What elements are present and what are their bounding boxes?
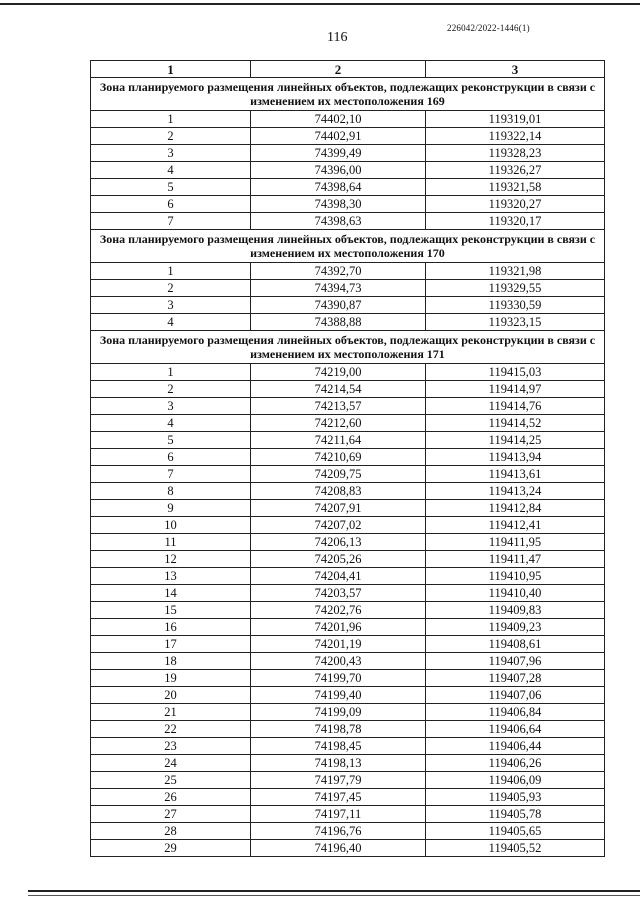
coordinate-x: 74206,13 bbox=[251, 534, 426, 551]
point-number: 11 bbox=[91, 534, 251, 551]
coordinate-y: 119322,14 bbox=[426, 128, 605, 145]
point-number: 14 bbox=[91, 585, 251, 602]
coordinate-y: 119405,78 bbox=[426, 806, 605, 823]
coordinate-x: 74210,69 bbox=[251, 449, 426, 466]
point-number: 3 bbox=[91, 145, 251, 162]
point-number: 4 bbox=[91, 314, 251, 331]
document-id: 226042/2022-1446(1) bbox=[447, 23, 530, 33]
coordinate-x: 74196,76 bbox=[251, 823, 426, 840]
zone-header-row bbox=[91, 331, 605, 364]
table-row bbox=[91, 432, 605, 449]
coordinate-x: 74197,45 bbox=[251, 789, 426, 806]
coordinate-x: 74197,11 bbox=[251, 806, 426, 823]
table-row bbox=[91, 585, 605, 602]
table-row bbox=[91, 196, 605, 213]
coordinate-x: 74208,83 bbox=[251, 483, 426, 500]
table-row bbox=[91, 602, 605, 619]
coordinate-x: 74398,30 bbox=[251, 196, 426, 213]
coordinate-y: 119330,59 bbox=[426, 297, 605, 314]
table-row bbox=[91, 280, 605, 297]
coordinate-x: 74207,02 bbox=[251, 517, 426, 534]
point-number: 27 bbox=[91, 806, 251, 823]
table-row bbox=[91, 534, 605, 551]
coordinate-y: 119414,97 bbox=[426, 381, 605, 398]
column-header: 3 bbox=[426, 61, 605, 78]
coordinate-x: 74402,10 bbox=[251, 111, 426, 128]
coordinate-y: 119413,24 bbox=[426, 483, 605, 500]
table-row bbox=[91, 789, 605, 806]
point-number: 3 bbox=[91, 398, 251, 415]
point-number: 5 bbox=[91, 179, 251, 196]
coordinate-x: 74211,64 bbox=[251, 432, 426, 449]
coordinate-y: 119407,06 bbox=[426, 687, 605, 704]
zone-title: Зона планируемого размещения линейных объектов, подлежащих реконструкции в связи с изменением их местоположения 171 bbox=[91, 331, 605, 364]
coordinate-y: 119405,65 bbox=[426, 823, 605, 840]
coordinate-x: 74399,49 bbox=[251, 145, 426, 162]
coordinate-x: 74204,41 bbox=[251, 568, 426, 585]
coordinate-y: 119414,25 bbox=[426, 432, 605, 449]
coordinate-x: 74388,88 bbox=[251, 314, 426, 331]
coordinate-x: 74207,91 bbox=[251, 500, 426, 517]
coordinate-x: 74209,75 bbox=[251, 466, 426, 483]
point-number: 17 bbox=[91, 636, 251, 653]
coordinate-x: 74201,96 bbox=[251, 619, 426, 636]
coordinate-y: 119412,41 bbox=[426, 517, 605, 534]
point-number: 2 bbox=[91, 381, 251, 398]
table-row bbox=[91, 721, 605, 738]
coordinate-y: 119414,52 bbox=[426, 415, 605, 432]
point-number: 25 bbox=[91, 772, 251, 789]
coordinate-x: 74198,78 bbox=[251, 721, 426, 738]
point-number: 1 bbox=[91, 263, 251, 280]
point-number: 18 bbox=[91, 653, 251, 670]
table-row bbox=[91, 466, 605, 483]
point-number: 20 bbox=[91, 687, 251, 704]
point-number: 6 bbox=[91, 196, 251, 213]
coordinate-y: 119412,84 bbox=[426, 500, 605, 517]
point-number: 1 bbox=[91, 111, 251, 128]
table-row bbox=[91, 179, 605, 196]
table-row bbox=[91, 297, 605, 314]
coordinate-y: 119321,58 bbox=[426, 179, 605, 196]
coordinate-y: 119405,93 bbox=[426, 789, 605, 806]
coordinate-y: 119409,83 bbox=[426, 602, 605, 619]
coordinate-y: 119406,44 bbox=[426, 738, 605, 755]
coordinate-y: 119406,64 bbox=[426, 721, 605, 738]
zone-title: Зона планируемого размещения линейных объектов, подлежащих реконструкции в связи с изменением их местоположения 170 bbox=[91, 230, 605, 263]
table-row bbox=[91, 823, 605, 840]
table-row bbox=[91, 687, 605, 704]
coordinate-x: 74398,63 bbox=[251, 213, 426, 230]
coordinate-x: 74212,60 bbox=[251, 415, 426, 432]
zone-header-row bbox=[91, 78, 605, 111]
table-row bbox=[91, 111, 605, 128]
table-row bbox=[91, 449, 605, 466]
bottom-rule bbox=[28, 890, 640, 892]
coordinate-x: 74396,00 bbox=[251, 162, 426, 179]
coordinate-y: 119320,27 bbox=[426, 196, 605, 213]
point-number: 21 bbox=[91, 704, 251, 721]
coordinate-y: 119328,23 bbox=[426, 145, 605, 162]
coordinate-x: 74394,73 bbox=[251, 280, 426, 297]
coordinate-x: 74219,00 bbox=[251, 364, 426, 381]
column-header: 2 bbox=[251, 61, 426, 78]
table-row bbox=[91, 364, 605, 381]
table-row bbox=[91, 619, 605, 636]
table-row bbox=[91, 551, 605, 568]
table-body bbox=[91, 78, 605, 857]
point-number: 2 bbox=[91, 280, 251, 297]
table-header-row bbox=[91, 61, 605, 78]
table-row bbox=[91, 670, 605, 687]
coordinate-y: 119413,61 bbox=[426, 466, 605, 483]
point-number: 24 bbox=[91, 755, 251, 772]
coordinate-x: 74198,45 bbox=[251, 738, 426, 755]
point-number: 22 bbox=[91, 721, 251, 738]
point-number: 10 bbox=[91, 517, 251, 534]
coordinate-y: 119410,40 bbox=[426, 585, 605, 602]
table-row bbox=[91, 145, 605, 162]
table-row bbox=[91, 636, 605, 653]
table-row bbox=[91, 128, 605, 145]
point-number: 4 bbox=[91, 162, 251, 179]
coordinate-y: 119321,98 bbox=[426, 263, 605, 280]
coordinate-x: 74201,19 bbox=[251, 636, 426, 653]
table-row bbox=[91, 568, 605, 585]
coordinate-y: 119320,17 bbox=[426, 213, 605, 230]
point-number: 6 bbox=[91, 449, 251, 466]
coordinate-x: 74398,64 bbox=[251, 179, 426, 196]
point-number: 2 bbox=[91, 128, 251, 145]
table-row bbox=[91, 704, 605, 721]
coordinate-x: 74213,57 bbox=[251, 398, 426, 415]
coordinate-y: 119408,61 bbox=[426, 636, 605, 653]
point-number: 15 bbox=[91, 602, 251, 619]
table-row bbox=[91, 840, 605, 857]
coordinate-y: 119413,94 bbox=[426, 449, 605, 466]
point-number: 13 bbox=[91, 568, 251, 585]
coordinate-x: 74402,91 bbox=[251, 128, 426, 145]
table-row bbox=[91, 517, 605, 534]
point-number: 23 bbox=[91, 738, 251, 755]
point-number: 26 bbox=[91, 789, 251, 806]
coordinate-y: 119414,76 bbox=[426, 398, 605, 415]
coordinate-x: 74196,40 bbox=[251, 840, 426, 857]
coordinates-table bbox=[90, 60, 605, 857]
column-header: 1 bbox=[91, 61, 251, 78]
coordinate-x: 74199,70 bbox=[251, 670, 426, 687]
table-row bbox=[91, 500, 605, 517]
table-row bbox=[91, 755, 605, 772]
point-number: 1 bbox=[91, 364, 251, 381]
table-row bbox=[91, 772, 605, 789]
coordinate-x: 74202,76 bbox=[251, 602, 426, 619]
zone-title: Зона планируемого размещения линейных объектов, подлежащих реконструкции в связи с изменением их местоположения 169 bbox=[91, 78, 605, 111]
table-row bbox=[91, 263, 605, 280]
coordinate-y: 119326,27 bbox=[426, 162, 605, 179]
bottom-rule-secondary bbox=[28, 895, 640, 896]
point-number: 29 bbox=[91, 840, 251, 857]
coordinate-x: 74197,79 bbox=[251, 772, 426, 789]
point-number: 28 bbox=[91, 823, 251, 840]
point-number: 4 bbox=[91, 415, 251, 432]
coordinate-x: 74203,57 bbox=[251, 585, 426, 602]
table-row bbox=[91, 415, 605, 432]
table-row bbox=[91, 398, 605, 415]
table-row bbox=[91, 738, 605, 755]
point-number: 16 bbox=[91, 619, 251, 636]
coordinate-x: 74390,87 bbox=[251, 297, 426, 314]
point-number: 7 bbox=[91, 466, 251, 483]
coordinate-x: 74392,70 bbox=[251, 263, 426, 280]
coordinate-y: 119411,95 bbox=[426, 534, 605, 551]
coordinate-y: 119323,15 bbox=[426, 314, 605, 331]
point-number: 8 bbox=[91, 483, 251, 500]
point-number: 5 bbox=[91, 432, 251, 449]
coordinate-x: 74198,13 bbox=[251, 755, 426, 772]
coordinate-x: 74205,26 bbox=[251, 551, 426, 568]
table-row bbox=[91, 483, 605, 500]
coordinate-y: 119415,03 bbox=[426, 364, 605, 381]
table-row bbox=[91, 314, 605, 331]
table-row bbox=[91, 162, 605, 179]
coordinate-x: 74214,54 bbox=[251, 381, 426, 398]
coordinate-x: 74199,40 bbox=[251, 687, 426, 704]
point-number: 19 bbox=[91, 670, 251, 687]
coordinate-y: 119411,47 bbox=[426, 551, 605, 568]
coordinate-y: 119407,28 bbox=[426, 670, 605, 687]
coordinate-y: 119329,55 bbox=[426, 280, 605, 297]
coordinate-x: 74199,09 bbox=[251, 704, 426, 721]
point-number: 9 bbox=[91, 500, 251, 517]
zone-header-row bbox=[91, 230, 605, 263]
table-row bbox=[91, 653, 605, 670]
table-row bbox=[91, 806, 605, 823]
coordinate-y: 119407,96 bbox=[426, 653, 605, 670]
coordinate-y: 119409,23 bbox=[426, 619, 605, 636]
coordinate-x: 74200,43 bbox=[251, 653, 426, 670]
top-rule bbox=[0, 3, 640, 5]
coordinate-y: 119405,52 bbox=[426, 840, 605, 857]
table-row bbox=[91, 213, 605, 230]
coordinate-y: 119319,01 bbox=[426, 111, 605, 128]
coordinate-y: 119406,84 bbox=[426, 704, 605, 721]
point-number: 7 bbox=[91, 213, 251, 230]
coordinate-y: 119406,09 bbox=[426, 772, 605, 789]
coordinate-y: 119406,26 bbox=[426, 755, 605, 772]
page-number: 116 bbox=[327, 30, 348, 45]
table-row bbox=[91, 381, 605, 398]
point-number: 12 bbox=[91, 551, 251, 568]
point-number: 3 bbox=[91, 297, 251, 314]
coordinate-y: 119410,95 bbox=[426, 568, 605, 585]
